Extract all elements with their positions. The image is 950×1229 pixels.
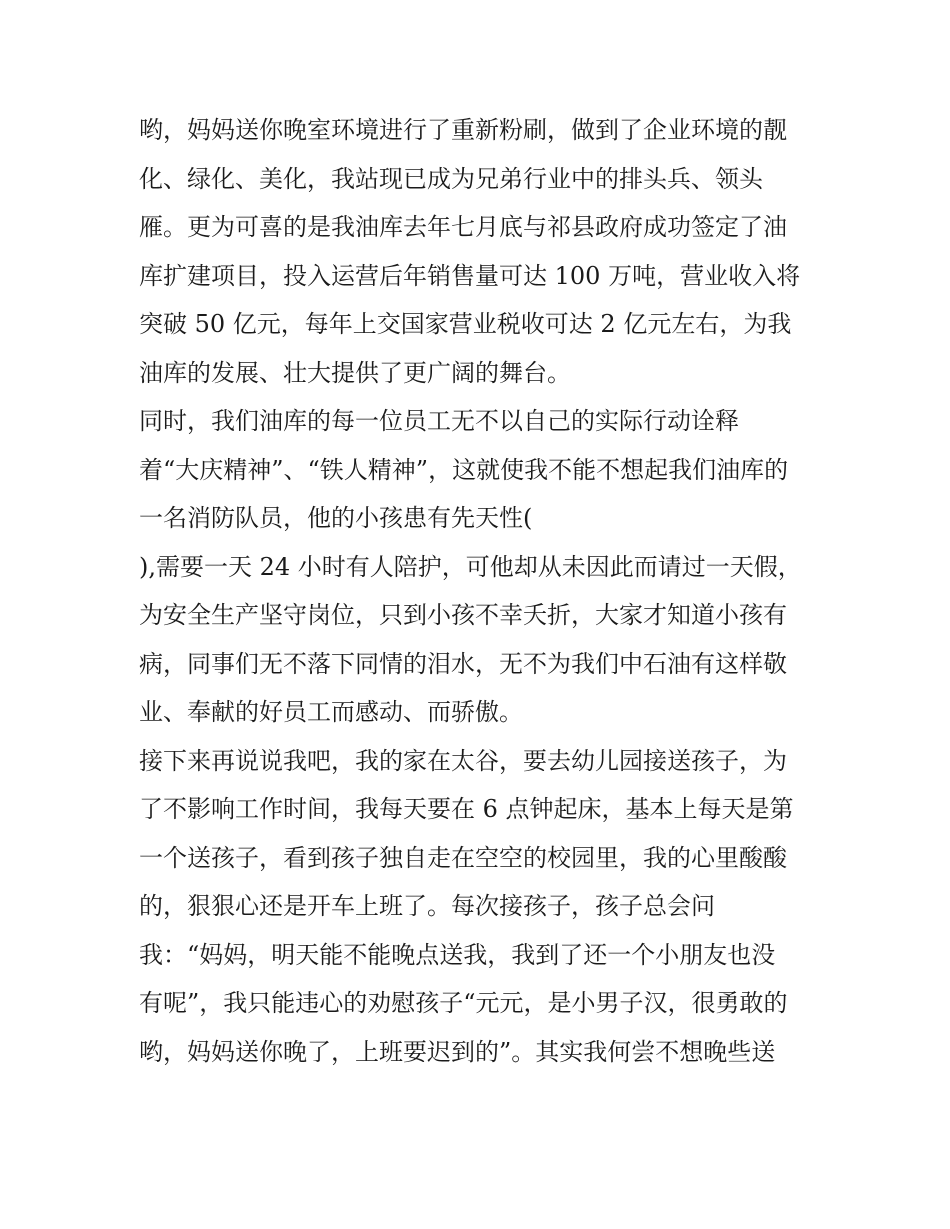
text-line: 接下来再说说我吧，我的家在太谷，要去幼儿园接送孩子，为 <box>139 746 787 775</box>
text-line: 油库的发展、壮大提供了更广阔的舞台。 <box>139 358 571 387</box>
text-line: 一个送孩子，看到孩子独自走在空空的校园里，我的心里酸酸 <box>139 843 787 872</box>
text-line: 有呢”，我只能违心的劝慰孩子“元元，是小男子汉，很勇敢的 <box>139 989 788 1017</box>
text-line: 一名消防队员，他的小孩患有先天性( <box>139 504 533 532</box>
text-line: 哟，妈妈送你晚了，上班要迟到的”。其实我何尝不想晚些送 <box>139 1037 776 1066</box>
text-line: 化、绿化、美化，我站现已成为兄弟行业中的排头兵、领头 <box>139 164 763 193</box>
text-line: ),需要一天 24 小时有人陪护，可他却从未因此而请过一天假， <box>139 552 802 581</box>
body-text <box>139 106 829 1076</box>
text-line: 了不影响工作时间，我每天要在 6 点钟起床，基本上每天是第 <box>139 795 794 823</box>
text-line: 我：“妈妈，明天能不能晚点送我，我到了还一个小朋友也没 <box>139 940 776 969</box>
text-line: 业、奉献的好员工而感动、而骄傲。 <box>139 698 523 726</box>
text-line: 突破 50 亿元，每年上交国家营业税收可达 2 亿元左右，为我 <box>139 310 792 338</box>
text-line: 为安全生产坚守岗位，只到小孩不幸夭折，大家才知道小孩有 <box>139 601 787 629</box>
text-line: 的，狠狠心还是开车上班了。每次接孩子，孩子总会问 <box>139 892 715 920</box>
text-line: 雁。更为可喜的是我油库去年七月底与祁县政府成功签定了油 <box>139 213 787 241</box>
text-line: 库扩建项目，投入运营后年销售量可达 100 万吨，营业收入将 <box>139 261 801 290</box>
text-line: 同时，我们油库的每一位员工无不以自己的实际行动诠释 <box>139 407 739 435</box>
text-line: 病，同事们无不落下同情的泪水，无不为我们中石油有这样敬 <box>139 649 787 678</box>
text-line: 哟，妈妈送你晚室环境进行了重新粉刷，做到了企业环境的靓 <box>139 116 787 144</box>
text-line: 着“大庆精神”、“铁人精神”，这就使我不能不想起我们油库的 <box>139 455 789 484</box>
